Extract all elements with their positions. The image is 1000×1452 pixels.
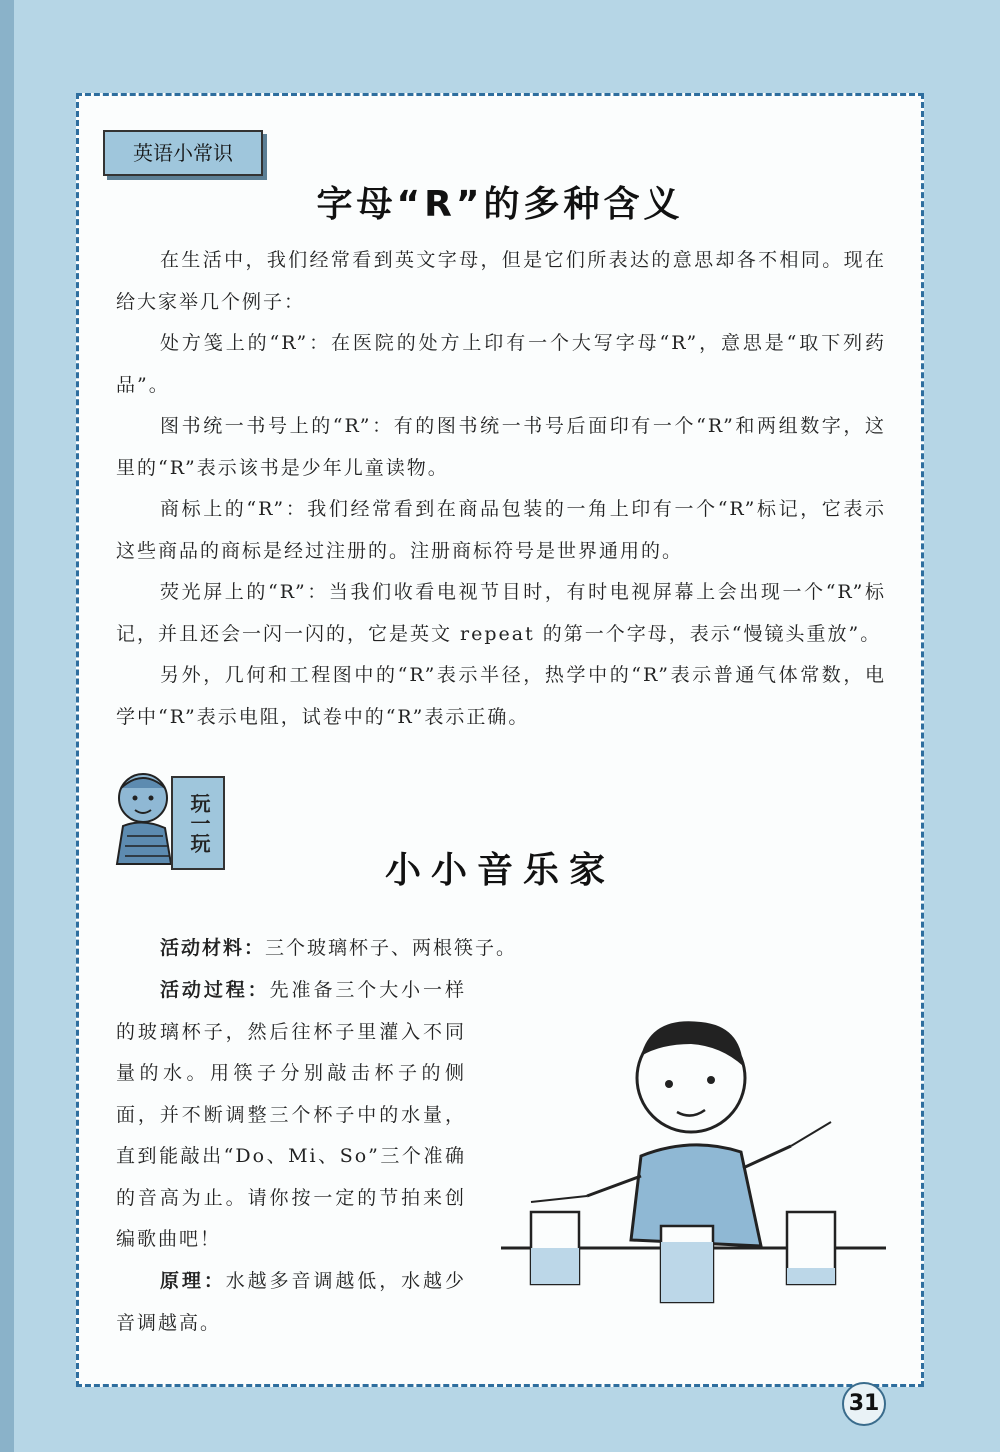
glasses-illustration: [491, 1016, 891, 1316]
paragraph-other: 另外，几何和工程图中的“R”表示半径，热学中的“R”表示普通气体常数，电学中“R”表示电阻，试卷中的“R”表示正确。: [116, 664, 886, 728]
paragraph-intro: 在生活中，我们经常看到英文字母，但是它们所表达的意思却各不相同。现在给大家举几个例子：: [116, 249, 886, 313]
activity-principle: [116, 1261, 466, 1344]
paragraph-book-number: 图书统一书号上的“R”：有的图书统一书号后面印有一个“R”和两组数字，这里的“R”表示该书是少年儿童读物。: [116, 415, 886, 479]
process-text: 先准备三个大小一样的玻璃杯子，然后往杯子里灌入不同量的水。用筷子分别敲击杯子的侧面，并不断调整三个杯子中的水量，直到能敲出“Do、Mi、So”三个准确的音高为止。请你按一定的节拍来创编歌曲吧！: [116, 979, 466, 1250]
play-tag: 玩一玩: [171, 776, 225, 870]
principle-label: 原理：: [160, 1270, 226, 1292]
materials-text: 三个玻璃杯子、两根筷子。: [265, 937, 518, 959]
activity-title: 小小音乐家: [384, 850, 615, 891]
article-title: 字母“R”的多种含义: [316, 184, 684, 225]
content-frame: [76, 93, 924, 1387]
paragraph-screen: 荧光屏上的“R”：当我们收看电视节目时，有时电视屏幕上会出现一个“R”标记，并且还会一闪一闪的，它是英文 repeat 的第一个字母，表示“慢镜头重放”。: [116, 581, 886, 645]
materials-label: 活动材料：: [160, 937, 266, 959]
book-spine: [0, 0, 14, 1452]
principle-text: 水越多音调越低，水越少音调越高。: [116, 1270, 466, 1334]
paragraph-trademark: 商标上的“R”：我们经常看到在商品包装的一角上印有一个“R”标记，它表示这些商品的商标是经过注册的。注册商标符号是世界通用的。: [116, 498, 886, 562]
page-number: 31: [842, 1382, 886, 1426]
paragraph-prescription: 处方笺上的“R”：在医院的处方上印有一个大写字母“R”，意思是“取下列药品”。: [116, 332, 886, 396]
process-label: 活动过程：: [160, 979, 270, 1001]
activity-materials: [116, 928, 886, 970]
section-badge: 英语小常识: [103, 130, 263, 176]
activity-process: [116, 970, 466, 1261]
